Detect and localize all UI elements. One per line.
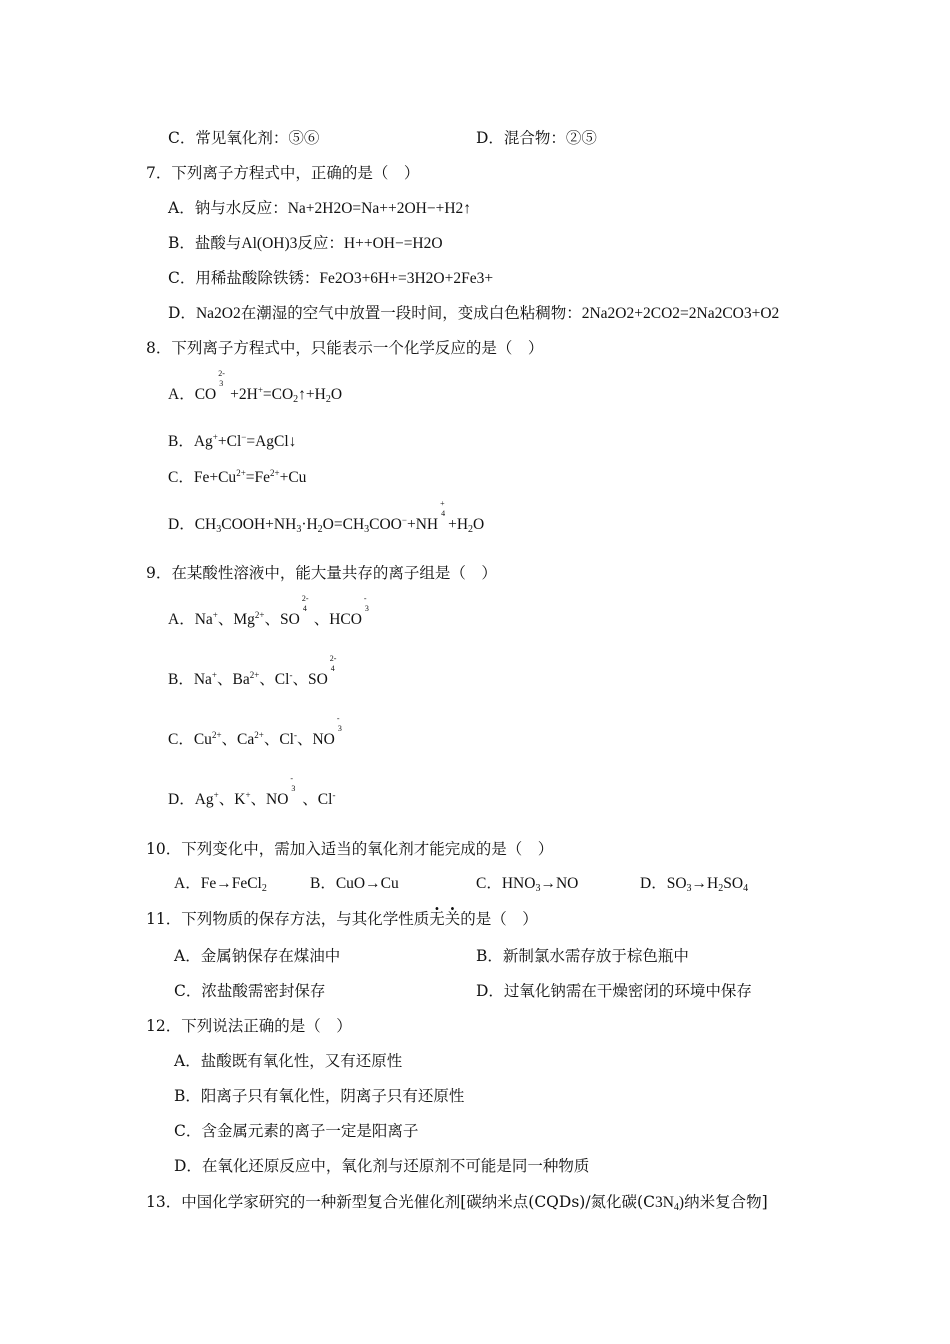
q9-option-a: A．Na+、$Mg^{2+}$、SO 2- 4 、HCO - 3 <box>168 594 369 628</box>
q6-option-c: C．常见氧化剂：⑤⑥ <box>168 129 320 147</box>
q9-option-b: B．Na+、$Ba^{2+}$、Cl-、SO 2- 4 <box>168 654 337 688</box>
q13-stem: 13．中国化学家研究的一种新型复合光催化剂[碳纳米点(CQDs)/氮化碳$(C3N_4)$纳米复合物] <box>146 1193 768 1213</box>
q7-option-d <box>168 303 779 324</box>
q8-b-label: B． <box>168 433 194 450</box>
q11-option-a: A．金属钠保存在煤油中 <box>174 947 341 965</box>
q10-option-c: C．$HNO_3\to NO$ <box>476 875 579 894</box>
q10-stem: 10．下列变化中，需加入适当的氧化剂才能完成的是（ ） <box>146 840 554 858</box>
q10-b-label: B． <box>310 875 336 892</box>
q7-option-b <box>168 233 443 254</box>
q11-stem <box>146 909 538 929</box>
q10-a-label: A． <box>174 875 201 892</box>
q7-d-chem: Na2O2 <box>195 305 241 322</box>
q8-option-b: B．Ag++Cl−=AgCl↓ <box>168 432 297 450</box>
q9-option-c: C．$Cu^{2+}$、$Ca^{2+}$、Cl-、NO - 3 <box>168 714 342 748</box>
q11-emphasis-2: 关 <box>444 910 461 928</box>
q7-option-c <box>168 268 493 289</box>
q11-stem-post: 的是（ ） <box>460 910 538 928</box>
q7-d-equation: 2Na2O2+2CO2=2Na2CO3+O2 <box>581 305 780 322</box>
q10-option-a: A．Fe→FeCl$_2$ <box>174 875 267 894</box>
q7-b-chem: Al(OH)3 <box>241 235 298 252</box>
q6-option-d: D．混合物：②⑤ <box>476 129 597 147</box>
q8-option-d: D．$CH_3COOH+NH_3\cdot H_2O=CH_3COO^-+NH$ + 4 $+H_2O$ <box>168 499 485 535</box>
q7-a-label: A．钠与水反应： <box>168 199 288 217</box>
q7-stem: 7．下列离子方程式中，正确的是（ ） <box>146 164 420 182</box>
q12-option-b: B．阳离子只有氧化性，阴离子只有还原性 <box>174 1087 465 1105</box>
q9-option-d: D．Ag+、K+、NO - 3 、Cl- <box>168 774 336 808</box>
q12-option-d: D．在氧化还原反应中，氧化剂与还原剂不可能是同一种物质 <box>174 1157 590 1175</box>
q7-option-a <box>168 198 471 219</box>
q7-a-equation: Na+2H2O=Na++2OH−+H2↑ <box>287 200 472 217</box>
q7-d-text: 在潮湿的空气中放置一段时间，变成白色粘稠物： <box>240 304 582 322</box>
q11-option-c: C．浓盐酸需密封保存 <box>174 982 326 1000</box>
q9-c-label: C． <box>168 731 194 748</box>
q8-d-label: D． <box>168 516 195 533</box>
q12-option-a: A．盐酸既有氧化性，又有还原性 <box>174 1052 403 1070</box>
q8-stem: 8．下列离子方程式中，只能表示一个化学反应的是（ ） <box>146 339 544 357</box>
q7-c-equation: Fe2O3+6H+=3H2O+2Fe3+ <box>319 270 494 287</box>
q11-option-d: D．过氧化钠需在干燥密闭的环境中保存 <box>476 982 752 1000</box>
q8-option-c: C．$Fe+Cu^{2+}=Fe^{2+}+Cu$ <box>168 468 307 486</box>
q12-option-c: C．含金属元素的离子一定是阳离子 <box>174 1122 419 1140</box>
q8-c-label: C． <box>168 469 194 486</box>
q10-c-label: C． <box>476 875 502 892</box>
q13-stem-post: 纳米复合物] <box>684 1193 768 1211</box>
q10-option-d: D．$SO_3\to H_2SO_4$ <box>640 875 749 894</box>
q9-b-label: B． <box>168 671 194 688</box>
q7-b-equation: H++OH−=H2O <box>343 235 443 252</box>
q9-stem: 9．在某酸性溶液中，能大量共存的离子组是（ ） <box>146 564 497 582</box>
q9-d-label: D． <box>168 791 195 808</box>
q10-d-label: D． <box>640 875 667 892</box>
q11-option-b: B．新制氯水需存放于棕色瓶中 <box>476 947 689 965</box>
q7-d-label: D． <box>168 304 196 322</box>
q8-a-label: A． <box>168 386 195 403</box>
q7-c-label: C．用稀盐酸除铁锈： <box>168 269 320 287</box>
q10-option-b: B．CuO→Cu <box>310 875 399 892</box>
q8-option-a: A．CO 2- 3 $+2H^+=CO_2↑+H_2O$ <box>168 369 343 405</box>
q12-stem: 12．下列说法正确的是（ ） <box>146 1017 352 1035</box>
q7-b-text: 反应： <box>297 234 344 252</box>
q11-emphasis-1: 无 <box>429 910 445 928</box>
q9-a-label: A． <box>168 611 195 628</box>
q7-b-label: B．盐酸与 <box>168 234 242 252</box>
q11-stem-pre: 11．下列物质的保存方法，与其化学性质 <box>146 910 430 928</box>
q13-stem-pre: 13．中国化学家研究的一种新型复合光催化剂[碳纳米点(CQDs)/氮化碳(C <box>146 1193 655 1211</box>
